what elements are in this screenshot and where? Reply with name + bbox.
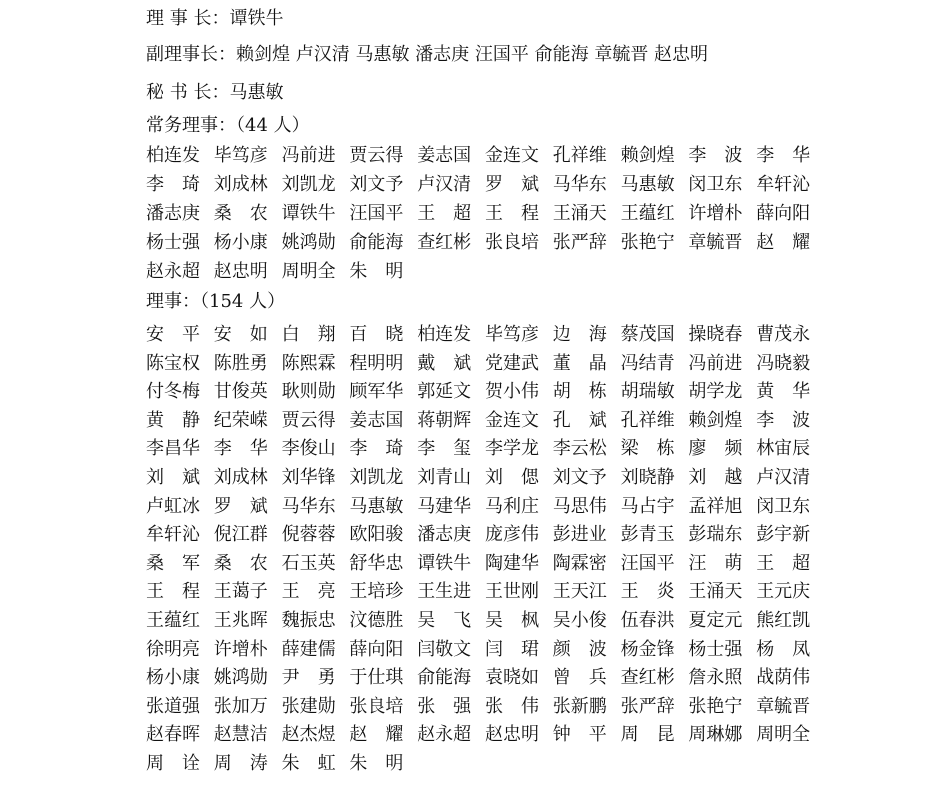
member-name: 徐明亮	[146, 638, 200, 660]
member-name: 夏定元	[688, 610, 743, 631]
member-name: 赵永超	[146, 261, 200, 282]
member-name: 章毓晋	[756, 695, 811, 717]
member-name: 潘志庚	[417, 524, 472, 546]
member-name: 谭铁牛	[281, 203, 336, 224]
member-name: 石玉英	[281, 552, 336, 574]
member-name: 马华东	[552, 174, 607, 195]
member-name: 孔祥维	[552, 145, 607, 166]
member-name: 王世刚	[485, 581, 539, 603]
secretary-general-line: 秘 书 长：马惠敏	[146, 82, 284, 103]
member-name: 姚鸿勋	[281, 232, 336, 253]
member-name: 张良培	[485, 232, 539, 253]
member-name: 卢汉清	[417, 174, 472, 195]
member-name: 谭铁牛	[417, 552, 472, 574]
member-name: 汪国平	[349, 203, 404, 224]
member-name: 赖剑煌	[688, 409, 743, 431]
member-name: 李 波	[756, 409, 811, 431]
member-name: 牟轩沁	[756, 174, 811, 195]
member-name: 李学龙	[485, 438, 539, 460]
member-name: 闫敬文	[417, 638, 472, 660]
member-name: 冯前进	[688, 352, 743, 374]
member-name: 闫 珺	[485, 638, 539, 660]
member-name: 杨士强	[688, 638, 743, 660]
member-name: 吴小俊	[552, 610, 607, 631]
member-name: 赵慧洁	[213, 724, 268, 746]
member-name: 闵卫东	[688, 174, 743, 195]
member-name: 于仕琪	[349, 667, 404, 689]
member-name: 张艳宁	[620, 232, 675, 253]
member-name: 李 波	[688, 145, 743, 166]
member-name: 舒华忠	[349, 552, 404, 574]
member-name: 汪 萌	[688, 552, 743, 574]
member-name: 姜志国	[349, 409, 404, 431]
member-name: 周 昆	[620, 724, 675, 746]
member-name: 陶建华	[485, 552, 539, 574]
member-name: 甘俊英	[213, 381, 268, 403]
member-name: 陈熙霖	[281, 352, 336, 374]
member-name: 梁 栋	[620, 438, 675, 460]
member-name: 罗 斌	[485, 174, 539, 195]
member-name: 牟轩沁	[146, 524, 200, 546]
member-name: 吴 飞	[417, 610, 472, 631]
member-name: 冯晓毅	[756, 352, 811, 374]
member-name: 周 诠	[146, 753, 200, 774]
member-name: 刘 偲	[485, 467, 539, 488]
member-name: 姜志国	[417, 145, 472, 166]
member-name: 刘凯龙	[349, 467, 404, 488]
member-name: 姚鸿勋	[213, 667, 268, 689]
member-name: 李 玺	[417, 438, 472, 460]
member-name: 柏连发	[417, 324, 472, 345]
member-name: 刘文予	[349, 174, 404, 195]
member-name: 胡学龙	[688, 381, 743, 403]
member-name: 李 华	[213, 438, 268, 460]
member-name: 闵卫东	[756, 495, 811, 517]
member-name: 马利庄	[485, 495, 539, 517]
member-name: 贾云得	[349, 145, 404, 166]
member-name: 王蕴红	[146, 610, 200, 631]
member-name: 柏连发	[146, 145, 200, 166]
member-name: 付冬梅	[146, 381, 200, 403]
member-name: 马思伟	[552, 495, 607, 517]
member-name: 纪荣嵘	[213, 409, 268, 431]
member-name: 赵杰煜	[281, 724, 336, 746]
member-name: 马占宇	[620, 495, 675, 517]
member-name: 王 炎	[620, 581, 675, 603]
member-name: 毕笃彦	[213, 145, 268, 166]
member-name: 刘文予	[552, 467, 607, 488]
member-name: 张艳宁	[688, 695, 743, 717]
chairman-line: 理 事 长：谭铁牛	[146, 8, 284, 29]
member-name: 吴 枫	[485, 610, 539, 631]
member-name: 黄 静	[146, 409, 200, 431]
member-name: 赵忠明	[213, 261, 268, 282]
member-name: 杨士强	[146, 232, 200, 253]
member-name: 马惠敏	[349, 495, 404, 517]
member-name: 倪江群	[213, 524, 268, 546]
member-name: 蔡茂国	[620, 324, 675, 345]
member-name: 朱 明	[349, 753, 404, 774]
member-name: 刘凯龙	[281, 174, 336, 195]
member-name: 赵 耀	[756, 232, 811, 253]
member-name: 王蔼子	[213, 581, 268, 603]
member-name: 孔 斌	[552, 409, 607, 431]
member-name: 赵永超	[417, 724, 472, 746]
member-name: 王 超	[756, 552, 811, 574]
member-name: 薛建儒	[281, 638, 336, 660]
member-name: 张严辞	[552, 232, 607, 253]
member-name: 许增朴	[213, 638, 268, 660]
member-name: 金连文	[485, 145, 539, 166]
member-name: 金连文	[485, 409, 539, 431]
member-name: 彭进业	[552, 524, 607, 546]
member-name: 曹茂永	[756, 324, 811, 345]
member-name: 胡瑞敏	[620, 381, 675, 403]
member-name: 李 华	[756, 145, 811, 166]
member-name: 汪国平	[620, 552, 675, 574]
member-name: 李 琦	[349, 438, 404, 460]
member-name: 赖剑煌	[620, 145, 675, 166]
member-name: 杨 凤	[756, 638, 811, 660]
member-name: 李 琦	[146, 174, 200, 195]
member-name: 王天江	[552, 581, 607, 603]
member-name: 赵春晖	[146, 724, 200, 746]
member-name: 黄 华	[756, 381, 811, 403]
member-name: 戴 斌	[417, 352, 472, 374]
member-name: 罗 斌	[213, 495, 268, 517]
member-name: 卢汉清	[756, 467, 811, 488]
member-name: 张加万	[213, 695, 268, 717]
member-name: 李俊山	[281, 438, 336, 460]
member-name: 钟 平	[552, 724, 607, 746]
member-name: 马建华	[417, 495, 472, 517]
member-name: 郭延文	[417, 381, 472, 403]
member-name: 张道强	[146, 695, 200, 717]
member-name: 蒋朝辉	[417, 409, 472, 431]
member-name: 刘青山	[417, 467, 472, 488]
member-name: 朱 虹	[281, 753, 336, 774]
member-name: 王 程	[485, 203, 539, 224]
member-name: 查红彬	[417, 232, 472, 253]
member-name: 王 超	[417, 203, 472, 224]
member-name: 边 海	[552, 324, 607, 345]
member-name: 战荫伟	[756, 667, 811, 689]
member-name: 桑 农	[213, 552, 268, 574]
member-name: 詹永照	[688, 667, 743, 689]
member-name: 俞能海	[417, 667, 472, 689]
member-name: 毕笃彦	[485, 324, 539, 345]
member-name: 袁晓如	[485, 667, 539, 689]
member-name: 周明全	[756, 724, 811, 746]
member-name: 潘志庚	[146, 203, 200, 224]
member-name: 伍春洪	[620, 610, 675, 631]
member-name: 刘华锋	[281, 467, 336, 488]
member-name: 杨金锋	[620, 638, 675, 660]
member-name: 桑 军	[146, 552, 200, 574]
member-name: 张 伟	[485, 695, 539, 717]
member-name: 操晓春	[688, 324, 743, 345]
member-name: 彭青玉	[620, 524, 675, 546]
member-name: 章毓晋	[688, 232, 743, 253]
member-name: 魏振忠	[281, 610, 336, 631]
member-name: 周 涛	[213, 753, 268, 774]
member-name: 顾军华	[349, 381, 404, 403]
member-name: 陈胜勇	[213, 352, 268, 374]
member-name: 尹 勇	[281, 667, 336, 689]
member-name: 彭宇新	[756, 524, 811, 546]
member-name: 俞能海	[349, 232, 404, 253]
member-name: 冯前进	[281, 145, 336, 166]
member-name: 耿则勋	[281, 381, 336, 403]
member-name: 李昌华	[146, 438, 200, 460]
member-name: 王生进	[417, 581, 472, 603]
member-name: 卢虹冰	[146, 495, 200, 517]
member-name: 党建武	[485, 352, 539, 374]
member-name: 周琳娜	[688, 724, 743, 746]
member-name: 马惠敏	[620, 174, 675, 195]
member-name: 安 如	[213, 324, 268, 345]
member-name: 欧阳骏	[349, 524, 404, 546]
member-name: 薛向阳	[349, 638, 404, 660]
member-name: 王 亮	[281, 581, 336, 603]
member-name: 孔祥维	[620, 409, 675, 431]
member-name: 陶霖密	[552, 552, 607, 574]
member-name: 张建勋	[281, 695, 336, 717]
member-name: 赵忠明	[485, 724, 539, 746]
member-name: 冯结青	[620, 352, 675, 374]
member-name: 白 翔	[281, 324, 336, 345]
member-name: 刘成林	[213, 174, 268, 195]
member-name: 董 晶	[552, 352, 607, 374]
member-name: 王元庆	[756, 581, 811, 603]
member-name: 桑 农	[213, 203, 268, 224]
member-name: 林宙辰	[756, 438, 811, 460]
member-name: 曾 兵	[552, 667, 607, 689]
member-name: 王蕴红	[620, 203, 675, 224]
member-name: 薛向阳	[756, 203, 811, 224]
member-name: 李云松	[552, 438, 607, 460]
member-name: 张严辞	[620, 695, 675, 717]
member-name: 杨小康	[146, 667, 200, 689]
member-name: 廖 频	[688, 438, 743, 460]
member-name: 熊红凯	[756, 610, 811, 631]
member-name: 胡 栋	[552, 381, 607, 403]
member-name: 刘 越	[688, 467, 743, 488]
member-name: 倪蓉蓉	[281, 524, 336, 546]
member-name: 彭瑞东	[688, 524, 743, 546]
member-name: 王涌天	[688, 581, 743, 603]
member-name: 刘 斌	[146, 467, 200, 488]
member-name: 杨小康	[213, 232, 268, 253]
member-name: 马华东	[281, 495, 336, 517]
member-name: 贾云得	[281, 409, 336, 431]
member-name: 颜 波	[552, 638, 607, 660]
member-name: 汶德胜	[349, 610, 404, 631]
member-name: 查红彬	[620, 667, 675, 689]
member-name: 张新鹏	[552, 695, 607, 717]
member-name: 张良培	[349, 695, 404, 717]
member-name: 朱 明	[349, 261, 404, 282]
member-name: 陈宝权	[146, 352, 200, 374]
member-name: 王 程	[146, 581, 200, 603]
member-name: 王涌天	[552, 203, 607, 224]
vice-chairmen-line: 副理事长：赖剑煌 卢汉清 马惠敏 潘志庚 汪国平 俞能海 章毓晋 赵忠明	[146, 44, 709, 65]
standing-members-heading: 常务理事：（44 人）	[146, 115, 310, 136]
member-name: 程明明	[349, 352, 404, 374]
member-name: 孟祥旭	[688, 495, 743, 517]
member-name: 许增朴	[688, 203, 743, 224]
member-name: 安 平	[146, 324, 200, 345]
member-name: 王培珍	[349, 581, 404, 603]
member-name: 百 晓	[349, 324, 404, 345]
member-name: 贺小伟	[485, 381, 539, 403]
council-members-heading: 理事：（154 人）	[146, 291, 286, 312]
member-name: 周明全	[281, 261, 336, 282]
member-name: 庞彦伟	[485, 524, 539, 546]
member-name: 刘晓静	[620, 467, 675, 488]
member-name: 赵 耀	[349, 724, 404, 746]
member-name: 刘成林	[213, 467, 268, 488]
member-name: 张 强	[417, 695, 472, 717]
member-name: 王兆晖	[213, 610, 268, 631]
